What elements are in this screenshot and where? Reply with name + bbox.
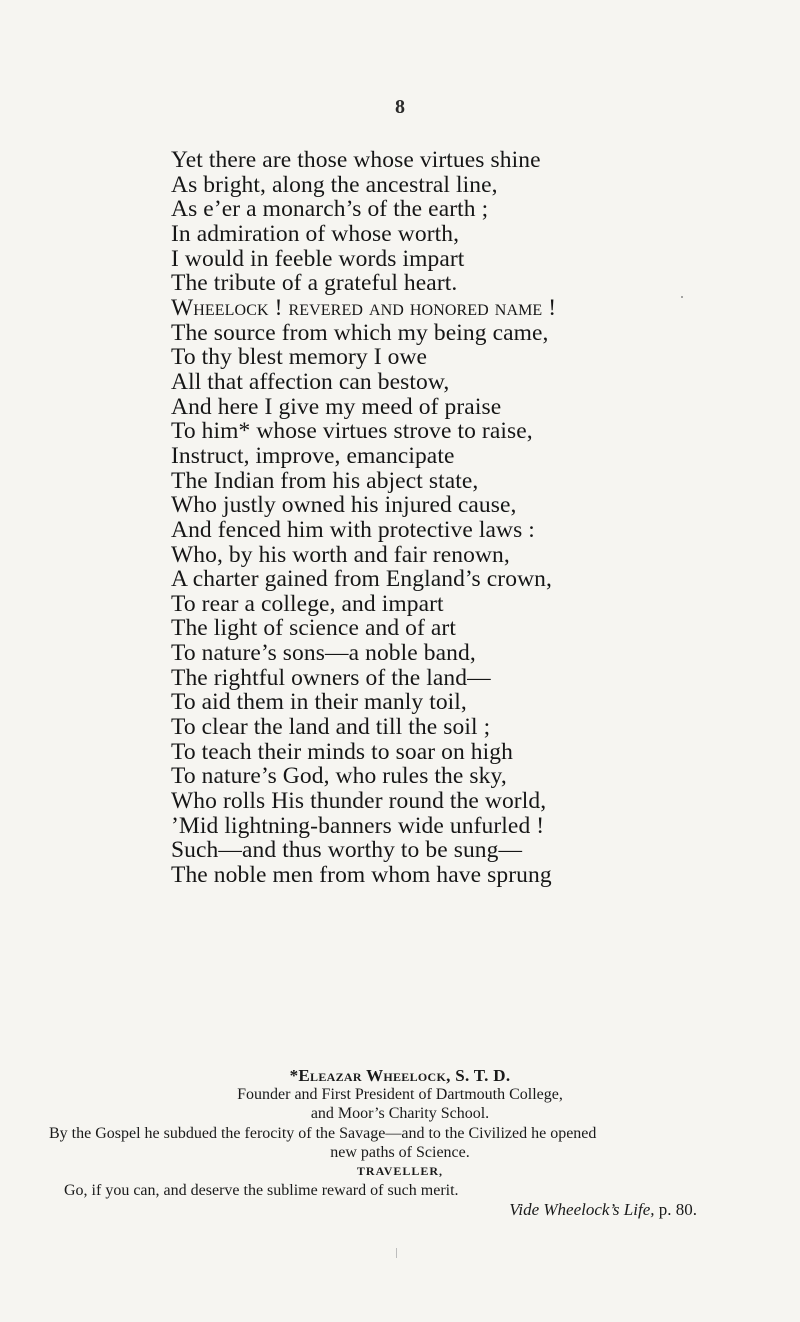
poem-line: To nature’s God, who rules the sky, bbox=[171, 763, 507, 790]
footnote-line: and Moor’s Charity School. bbox=[310, 1105, 490, 1123]
footnote-citation bbox=[0, 1200, 800, 1219]
paper-speck bbox=[396, 1248, 397, 1258]
poem-line: A charter gained from England’s crown, bbox=[171, 566, 552, 593]
poem-line: To aid them in their manly toil, bbox=[171, 689, 467, 716]
poem-line: And here I give my meed of praise bbox=[171, 393, 502, 420]
poem-line: In admiration of whose worth, bbox=[171, 220, 460, 247]
footnote-line: Founder and First President of Dartmouth College, bbox=[237, 1086, 563, 1104]
poem-line: To teach their minds to soar on high bbox=[171, 738, 513, 765]
footnote-line: By the Gospel he subdued the ferocity of the Savage—and to the Civilized he opened bbox=[49, 1124, 597, 1142]
poem-line: ’Mid lightning-banners wide unfurled ! bbox=[171, 812, 545, 839]
poem-line: To nature’s sons—a noble band, bbox=[171, 640, 476, 667]
poem-line: The light of science and of art bbox=[171, 615, 456, 642]
poem-line: The tribute of a grateful heart. bbox=[171, 270, 458, 297]
poem-line: Who justly owned his injured cause, bbox=[171, 492, 517, 519]
footnote-heading: *Eleazar Wheelock, S. T. D. bbox=[289, 1066, 511, 1085]
footnote-line: Go, if you can, and deserve the sublime reward of such merit. bbox=[64, 1182, 459, 1200]
poem-line: Instruct, improve, emancipate bbox=[171, 442, 455, 469]
poem-line: All that affection can bestow, bbox=[171, 368, 450, 395]
footnote-signature: TRAVELLER, bbox=[356, 1164, 444, 1179]
poem-line: Who rolls His thunder round the world, bbox=[171, 788, 547, 815]
footnote-line: new paths of Science. bbox=[330, 1143, 470, 1161]
poem-line: Such—and thus worthy to be sung— bbox=[171, 837, 523, 864]
poem-line: The noble men from whom have sprung bbox=[171, 862, 552, 889]
poem-line: The Indian from his abject state, bbox=[171, 467, 479, 494]
poem-line: To rear a college, and impart bbox=[171, 590, 444, 617]
poem-line: Yet there are those whose virtues shine bbox=[171, 147, 541, 173]
poem-line: To him* whose virtues strove to raise, bbox=[171, 418, 533, 445]
poem-line: I would in feeble words impart bbox=[171, 245, 465, 272]
paper-speck bbox=[681, 296, 683, 298]
citation-title: Vide Wheelock’s Life, bbox=[509, 1200, 655, 1220]
poem-line: To thy blest memory I owe bbox=[171, 344, 428, 371]
poem-line: The rightful owners of the land— bbox=[171, 664, 491, 691]
poem bbox=[171, 148, 691, 888]
footnote bbox=[0, 1066, 800, 1220]
poem-line: And fenced him with protective laws : bbox=[171, 516, 535, 543]
poem-line: To clear the land and till the soil ; bbox=[171, 714, 491, 741]
poem-line: Wheelock ! revered and honored name ! bbox=[171, 294, 557, 321]
poem-line: Who, by his worth and fair renown, bbox=[171, 541, 510, 568]
poem-line: As e’er a monarch’s of the earth ; bbox=[171, 196, 489, 223]
poem-line: As bright, along the ancestral line, bbox=[171, 171, 498, 198]
page-number: 8 bbox=[395, 96, 405, 118]
poem-line: The source from which my being came, bbox=[171, 319, 549, 346]
citation-page: p. 80. bbox=[654, 1200, 697, 1220]
